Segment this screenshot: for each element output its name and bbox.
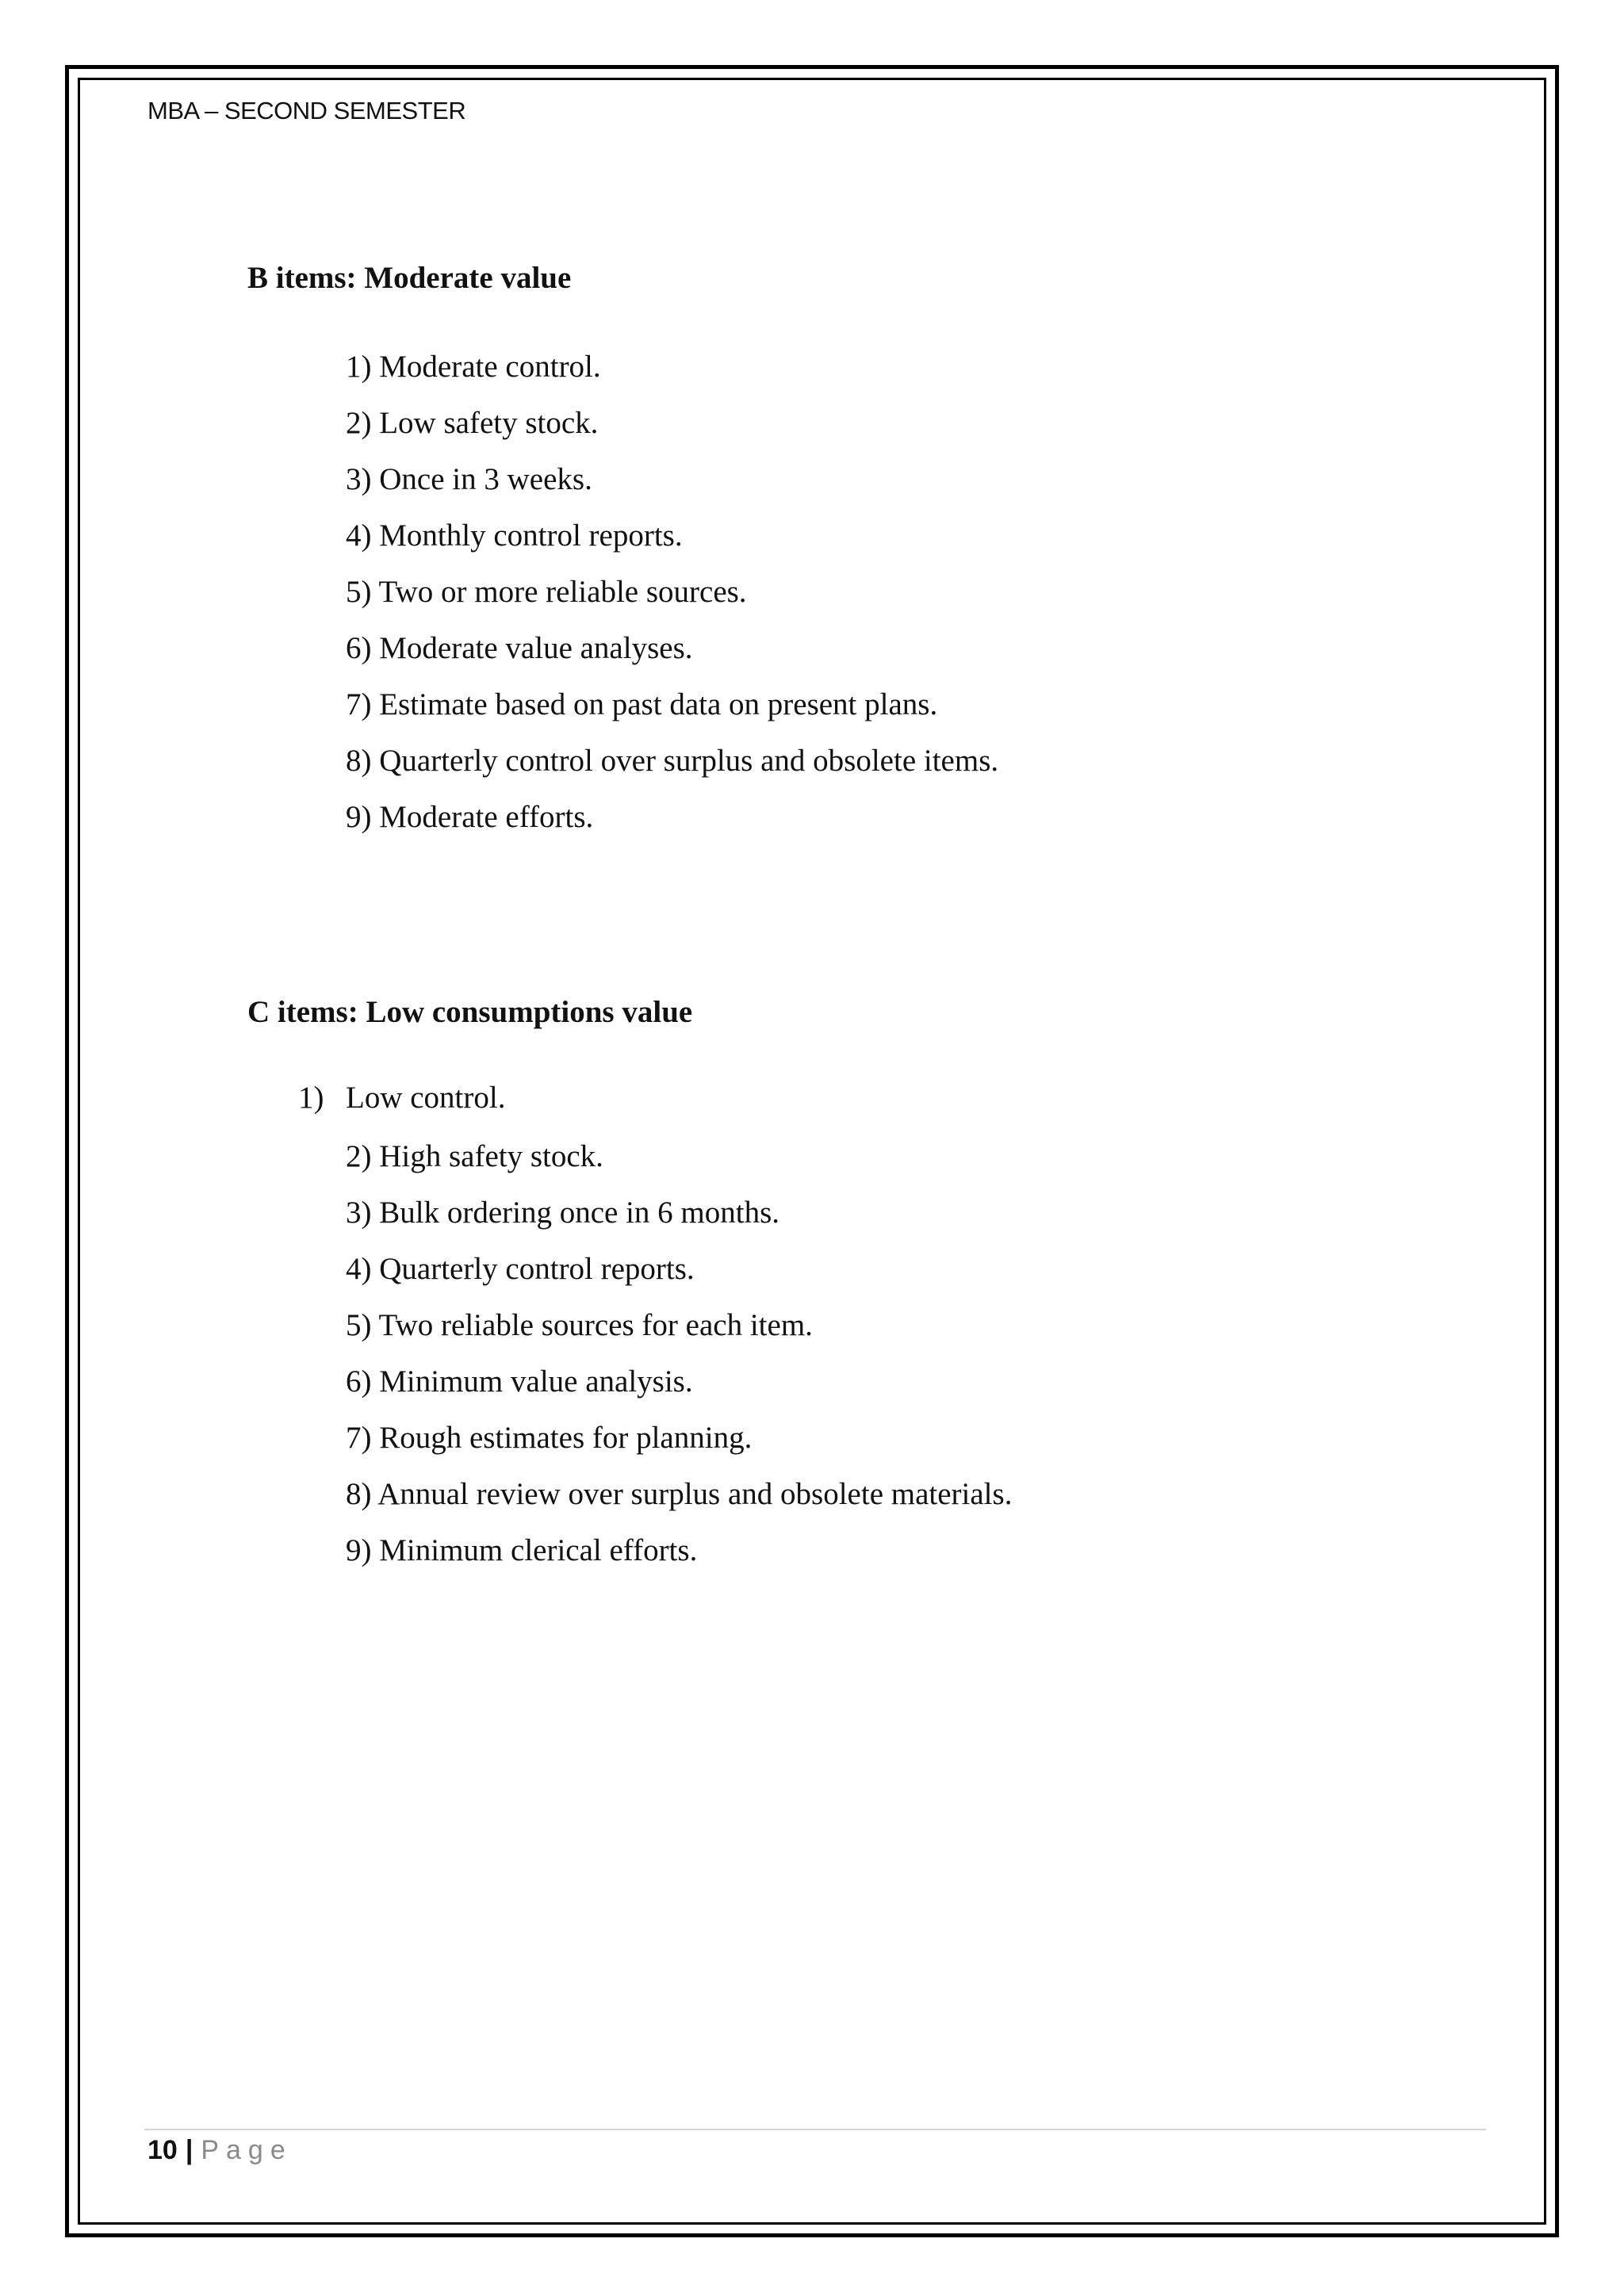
- list-item: 8) Annual review over surplus and obsolete materials.: [346, 1477, 1013, 1511]
- list-item: 6) Moderate value analyses.: [346, 631, 693, 665]
- list-item: 3) Bulk ordering once in 6 months.: [346, 1196, 780, 1230]
- list-item: 2) Low safety stock.: [346, 406, 599, 440]
- page-label: Page: [201, 2135, 293, 2165]
- list-item: 3) Once in 3 weeks.: [346, 462, 592, 496]
- footer-separator: |: [185, 2135, 193, 2165]
- list-item: 5) Two reliable sources for each item.: [346, 1308, 813, 1342]
- page-border-inner: [78, 78, 1546, 2225]
- list-item: 9) Minimum clerical efforts.: [346, 1533, 698, 1567]
- list-item: 7) Estimate based on past data on present plans.: [346, 687, 938, 721]
- footer-divider: [144, 2129, 1486, 2130]
- list-item-text: Low control.: [346, 1081, 506, 1115]
- list-item: 7) Rough estimates for planning.: [346, 1421, 753, 1455]
- list-item-first: [298, 1080, 505, 1115]
- list-item: 6) Minimum value analysis.: [346, 1364, 693, 1399]
- section-b-heading: B items: Moderate value: [247, 261, 572, 295]
- section-c-heading: C items: Low consumptions value: [247, 995, 693, 1029]
- list-item: 4) Quarterly control reports.: [346, 1252, 695, 1286]
- page-footer: [147, 2135, 293, 2166]
- list-item: 8) Quarterly control over surplus and obsolete items.: [346, 744, 999, 778]
- list-item: 1) Moderate control.: [346, 350, 601, 384]
- list-item: 2) High safety stock.: [346, 1139, 603, 1173]
- list-item: 9) Moderate efforts.: [346, 800, 594, 834]
- list-item: 5) Two or more reliable sources.: [346, 575, 747, 609]
- list-item-number: 1): [298, 1081, 324, 1115]
- page-number: 10: [147, 2135, 178, 2165]
- page-header: MBA – SECOND SEMESTER: [147, 97, 466, 124]
- list-item: 4) Monthly control reports.: [346, 519, 683, 553]
